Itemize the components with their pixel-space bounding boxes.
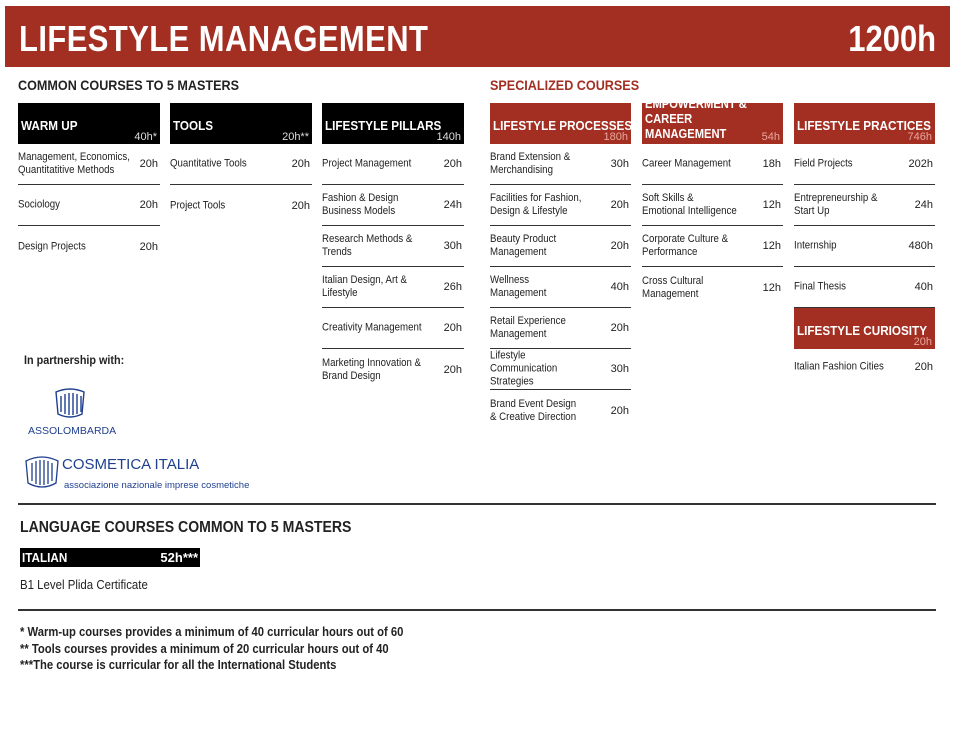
footnote: ** Tools courses provides a minimum of 20 curricular hours out of 40: [20, 641, 389, 656]
course-row: Sociology 20h: [18, 185, 160, 226]
column-lifestyle-practices: [794, 103, 935, 385]
course-row: Brand Extension & Merchandising 30h: [490, 144, 631, 185]
course-row: Lifestyle Communication Strategies 30h: [490, 349, 631, 390]
curiosity-header: LIFESTYLE CURIOSITY 20h: [794, 308, 935, 349]
column-header: LIFESTYLE PRACTICES 746h: [794, 103, 935, 144]
language-courses-title: LANGUAGE COURSES COMMON TO 5 MASTERS: [20, 519, 352, 536]
partnership-label: In partnership with:: [24, 353, 125, 367]
common-courses-title: COMMON COURSES TO 5 MASTERS: [18, 77, 239, 93]
svg-text:associazione nazionale imprese: associazione nazionale imprese cosmetiche: [64, 480, 250, 491]
course-row: Internship 480h: [794, 226, 935, 267]
column-header: LIFESTYLE PROCESSES 180h: [490, 103, 631, 144]
course-row: Quantitative Tools 20h: [170, 144, 312, 185]
course-row: Corporate Culture & Performance 12h: [642, 226, 783, 267]
footnote: * Warm-up courses provides a minimum of 40 curricular hours out of 60: [20, 625, 404, 639]
course-row: Beauty Product Management 20h: [490, 226, 631, 267]
specialized-courses-title: SPECIALIZED COURSES: [490, 77, 640, 93]
cosmetica-italia-logo: [24, 453, 264, 493]
total-hours: 1200h: [848, 18, 936, 59]
column-header: TOOLS 20h**: [170, 103, 312, 144]
course-row: Research Methods & Trends 30h: [322, 226, 464, 267]
column-lifestyle-processes: [490, 103, 631, 431]
course-row: Fashion & Design Business Models 24h: [322, 185, 464, 226]
course-row: Project Tools 20h: [170, 199, 310, 212]
course-row: Soft Skills & Emotional Intelligence 12h: [642, 185, 783, 226]
certificate-text: B1 Level Plida Certificate: [20, 577, 148, 592]
course-row: Wellness Management 40h: [490, 267, 631, 308]
course-row: Italian Design, Art & Lifestyle 26h: [322, 267, 464, 308]
footnotes: [20, 624, 403, 674]
column-lifestyle-pillars: [322, 103, 464, 390]
course-row: Field Projects 202h: [794, 144, 935, 185]
assolombarda-logo: [26, 388, 121, 438]
course-row: Final Thesis 40h: [794, 267, 935, 308]
language-course-name: ITALIAN: [22, 550, 68, 565]
language-course-hours: 52h***: [160, 550, 198, 565]
svg-text:ASSOLOMBARDA: ASSOLOMBARDA: [28, 425, 117, 437]
column-header: WARM UP 40h*: [18, 103, 160, 144]
column-warm-up: [18, 103, 160, 267]
divider: [18, 609, 936, 611]
language-course-bar: [20, 548, 200, 567]
column-tools: [170, 103, 312, 226]
course-row: Project Management 20h: [322, 144, 464, 185]
course-row: Retail Experience Management 20h: [490, 308, 631, 349]
svg-text:COSMETICA ITALIA: COSMETICA ITALIA: [62, 456, 200, 473]
divider: [18, 503, 936, 505]
column-header: LIFESTYLE PILLARS 140h: [322, 103, 464, 144]
course-row: Career Management 18h: [642, 144, 783, 185]
course-row: Design Projects 20h: [18, 240, 158, 253]
course-row: Marketing Innovation & Brand Design 20h: [322, 356, 462, 382]
course-row: Management, Economics, Quantitatitive Methods 20h: [18, 144, 160, 185]
column-header: EMPOWERMENT & CAREER MANAGEMENT 54h: [642, 103, 783, 144]
course-row: Entrepreneurship & Start Up 24h: [794, 185, 935, 226]
column-empowerment-career: [642, 96, 783, 308]
footnote: ***The course is curricular for all the International Students: [20, 658, 337, 672]
course-row: Facilities for Fashion, Design & Lifestyle 20h: [490, 185, 631, 226]
course-row: Creativity Management 20h: [322, 308, 464, 349]
course-row: Cross Cultural Management 12h: [642, 274, 781, 300]
course-row: Brand Event Design & Creative Direction 20h: [490, 397, 629, 423]
course-row: Italian Fashion Cities 20h: [794, 360, 933, 373]
title-banner: [5, 6, 950, 67]
page-title: LIFESTYLE MANAGEMENT: [19, 18, 429, 59]
